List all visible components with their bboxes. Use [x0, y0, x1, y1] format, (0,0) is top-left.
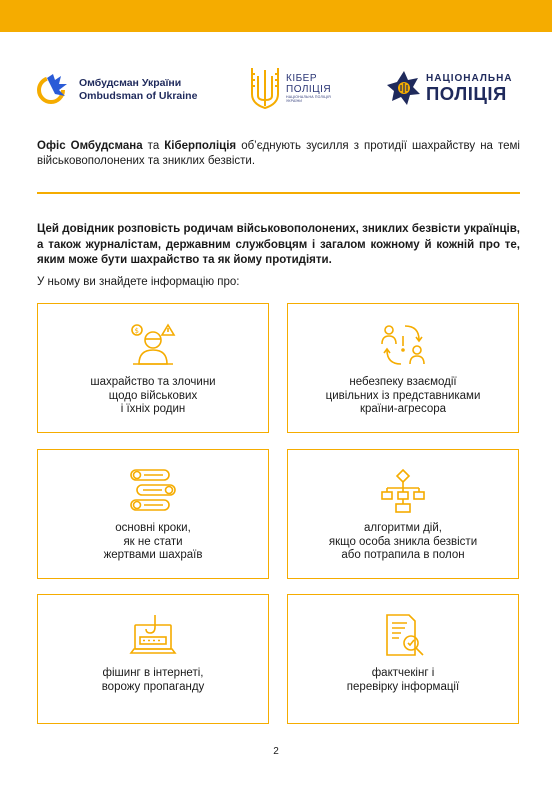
police-star-icon: [386, 70, 422, 106]
topic-card-phishing: [37, 594, 269, 724]
card-line: алгоритми дій,: [364, 522, 442, 534]
police-title-2: ПОЛІЦІЯ: [426, 83, 507, 104]
topic-card-aggressor-contact: [287, 303, 519, 433]
lead-paragraph: Цей довідник розповість родичам військовополонених, зниклих безвісти українців, а також журналістам, державним службовцям і загалом кожному й кожній про те, яким може бути шахрайство та як йому протидіяти.: [37, 223, 520, 266]
national-police-logo: [386, 70, 513, 111]
org-cyberpolice: Кіберполіція: [164, 140, 237, 152]
ombudsman-name-en: Ombudsman of Ukraine: [79, 90, 198, 102]
algorithm-tree-icon: [379, 468, 427, 514]
intro-paragraph: [37, 139, 520, 169]
hacker-icon: [129, 322, 177, 368]
card-line: фішинг в інтернеті,: [102, 667, 204, 679]
card-line: небезпеку взаємодії: [349, 376, 457, 388]
card-line: цивільних із представниками: [325, 389, 481, 402]
card-line: якщо особа зникла безвісти: [328, 535, 478, 548]
top-accent-bar: [0, 0, 552, 32]
phishing-laptop-icon: [129, 613, 177, 659]
card-line: щодо військових: [108, 389, 198, 402]
numbered-steps-icon: [129, 468, 177, 514]
card-line: і їхніх родин: [120, 403, 186, 415]
police-title-1: НАЦІОНАЛЬНА: [426, 73, 513, 84]
topic-card-fraud: [37, 303, 269, 433]
card-line: або потрапила в полон: [341, 549, 465, 561]
ombudsman-name-ua: Омбудсман України: [79, 77, 182, 89]
card-line: основні кроки,: [115, 522, 191, 534]
ombudsman-emblem-icon: [37, 70, 73, 106]
partner-logos: [0, 66, 552, 110]
cyberpolice-logo: [248, 66, 332, 115]
divider: [37, 192, 520, 194]
page-number: 2: [273, 746, 279, 757]
intro-and: та: [142, 140, 165, 152]
cyber-title-2: ПОЛІЦІЯ: [286, 84, 332, 95]
trident-icon: [248, 66, 282, 110]
org-ombudsman: Офіс Омбудсмана: [37, 140, 143, 152]
card-line: жертвами шахраїв: [103, 549, 203, 561]
card-line: країни-агресора: [359, 403, 447, 415]
card-line: ворожу пропаганду: [101, 680, 205, 693]
topics-heading: У ньому ви знайдете інформацію про:: [37, 276, 240, 288]
card-line: фактчекінг і: [371, 667, 435, 679]
cyber-subtitle-1: НАЦІОНАЛЬНА ПОЛІЦІЯ: [286, 95, 331, 99]
svg-text:$: $: [134, 327, 139, 335]
card-line: як не стати: [123, 535, 183, 548]
cyber-subtitle-2: УКРАЇНИ: [286, 99, 303, 103]
card-line: шахрайство та злочини: [90, 376, 216, 388]
fact-check-icon: [379, 613, 427, 659]
card-line: перевірку інформації: [346, 680, 460, 693]
topic-card-factcheck: [287, 594, 519, 724]
intro-rest: об’єднують зусилля з протидії шахрайству на темі військовополонених та зниклих безвісти.: [37, 140, 520, 167]
cyber-title-1: КІБЕР: [286, 73, 318, 84]
topic-card-steps: [37, 449, 269, 579]
topic-card-algorithms: [287, 449, 519, 579]
people-exchange-icon: [379, 322, 427, 368]
